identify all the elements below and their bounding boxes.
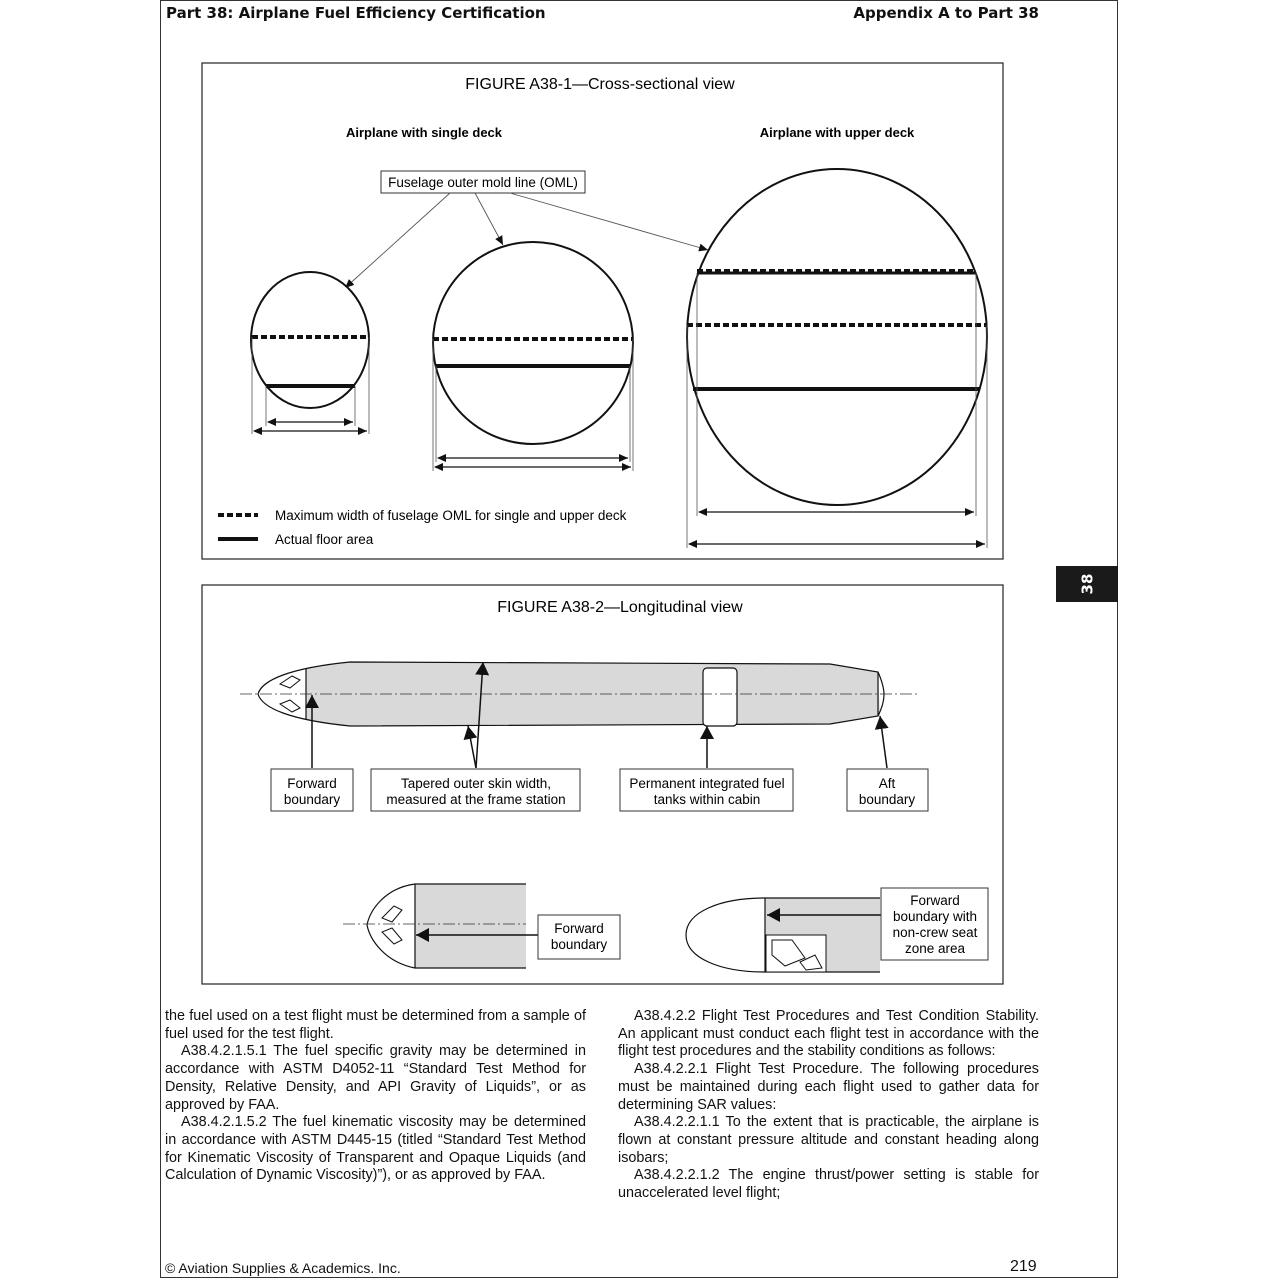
nose-detail-left: [343, 884, 538, 968]
callout-aft-boundary-line2: boundary: [858, 792, 916, 807]
medium-fuselage-section: [433, 242, 633, 471]
oml-arrow-medium: [475, 193, 503, 245]
body-column-right: [618, 1008, 1039, 1203]
small-fuselage-section: [251, 272, 369, 434]
callout-fuel-tanks-line2: tanks within cabin: [653, 792, 761, 807]
callout-forward-boundary-2-line2: boundary: [550, 937, 608, 952]
upper-deck-label: Airplane with upper deck: [759, 125, 915, 140]
callout-forward-boundary-line2: boundary: [283, 792, 341, 807]
callout-seat-line2: boundary with: [892, 909, 978, 924]
figure1-title: FIGURE A38-1—Cross-sectional view: [465, 76, 735, 93]
body-column-left: [165, 1008, 586, 1185]
paragraph: A38.4.2.1.5.2 The fuel kinematic viscosity may be determined in accordance with ASTM D445-15 (titled “Standard Test Method for Kinematic Viscosity of Transparent and Opaque Liquids (and Calculation of Dynamic Viscosity)”), or as approved by FAA.: [165, 1114, 586, 1184]
callout-forward-boundary-seat: [881, 888, 988, 960]
large-fuselage-section: [687, 169, 987, 548]
callout-tapered-line1: Tapered outer skin width,: [400, 776, 552, 791]
callout-aft-boundary: [847, 769, 928, 811]
oml-arrow-small: [345, 193, 450, 288]
callout-forward-boundary-2-line1: Forward: [554, 921, 604, 936]
fuel-tank-outline: [703, 668, 737, 726]
paragraph: A38.4.2.2.1 Flight Test Procedure. The following procedures must be maintained during each flight used to gather data for determining SAR values:: [618, 1061, 1039, 1113]
copyright-footer: © Aviation Supplies & Academics. Inc.: [165, 1260, 401, 1276]
section-tab-label: 38: [1078, 573, 1096, 595]
single-deck-label: Airplane with single deck: [345, 125, 503, 140]
callout-seat-line1: Forward: [910, 893, 960, 908]
nose-detail-right: [686, 898, 882, 972]
callout-seat-line4: zone area: [904, 941, 966, 956]
callout-forward-boundary-line1: Forward: [287, 776, 337, 791]
callout-tapered: [371, 769, 580, 811]
longitudinal-fuselage: [240, 662, 920, 726]
callout-forward-boundary-2: [538, 915, 620, 959]
legend-solid-label: Actual floor area: [275, 532, 374, 547]
paragraph: A38.4.2.2.1.2 The engine thrust/power setting is stable for unaccelerated level flight;: [618, 1167, 1039, 1202]
paragraph: A38.4.2.2.1.1 To the extent that is practicable, the airplane is flown at constant pressure altitude and constant heading along isobars;: [618, 1114, 1039, 1166]
figure-longitudinal: [202, 585, 1003, 984]
figure2-title: FIGURE A38-2—Longitudinal view: [497, 599, 743, 616]
oml-callout-label: Fuselage outer mold line (OML): [388, 175, 578, 190]
aft-boundary-arrow: [880, 716, 887, 768]
tapered-bottom-arrow: [468, 726, 476, 768]
page-number: 219: [1010, 1258, 1037, 1275]
running-header-left: Part 38: Airplane Fuel Efficiency Certification: [166, 4, 546, 22]
legend-dashed-label: Maximum width of fuselage OML for single and upper deck: [275, 508, 627, 523]
callout-fuel-tanks-line1: Permanent integrated fuel: [629, 776, 785, 791]
callout-tapered-line2: measured at the frame station: [386, 792, 566, 807]
paragraph: the fuel used on a test flight must be determined from a sample of fuel used for the test flight.: [165, 1008, 586, 1042]
figure1-legend: [218, 508, 627, 547]
callout-fuel-tanks: [620, 769, 793, 811]
callout-forward-boundary: [271, 769, 353, 811]
callout-aft-boundary-line1: Aft: [878, 776, 896, 791]
paragraph: A38.4.2.1.5.1 The fuel specific gravity may be determined in accordance with ASTM D4052-11 “Standard Test Method for Density, Relative Density, and API Gravity of Liquids”, or as approved by FAA.: [165, 1043, 586, 1113]
callout-seat-line3: non-crew seat: [892, 925, 978, 940]
running-header-right: Appendix A to Part 38: [853, 4, 1039, 22]
paragraph: A38.4.2.2 Flight Test Procedures and Test Condition Stability. An applicant must conduct each flight test in accordance with the flight test procedures and the stability conditions as follows:: [618, 1008, 1039, 1060]
figure-cross-sectional: [202, 63, 1003, 559]
